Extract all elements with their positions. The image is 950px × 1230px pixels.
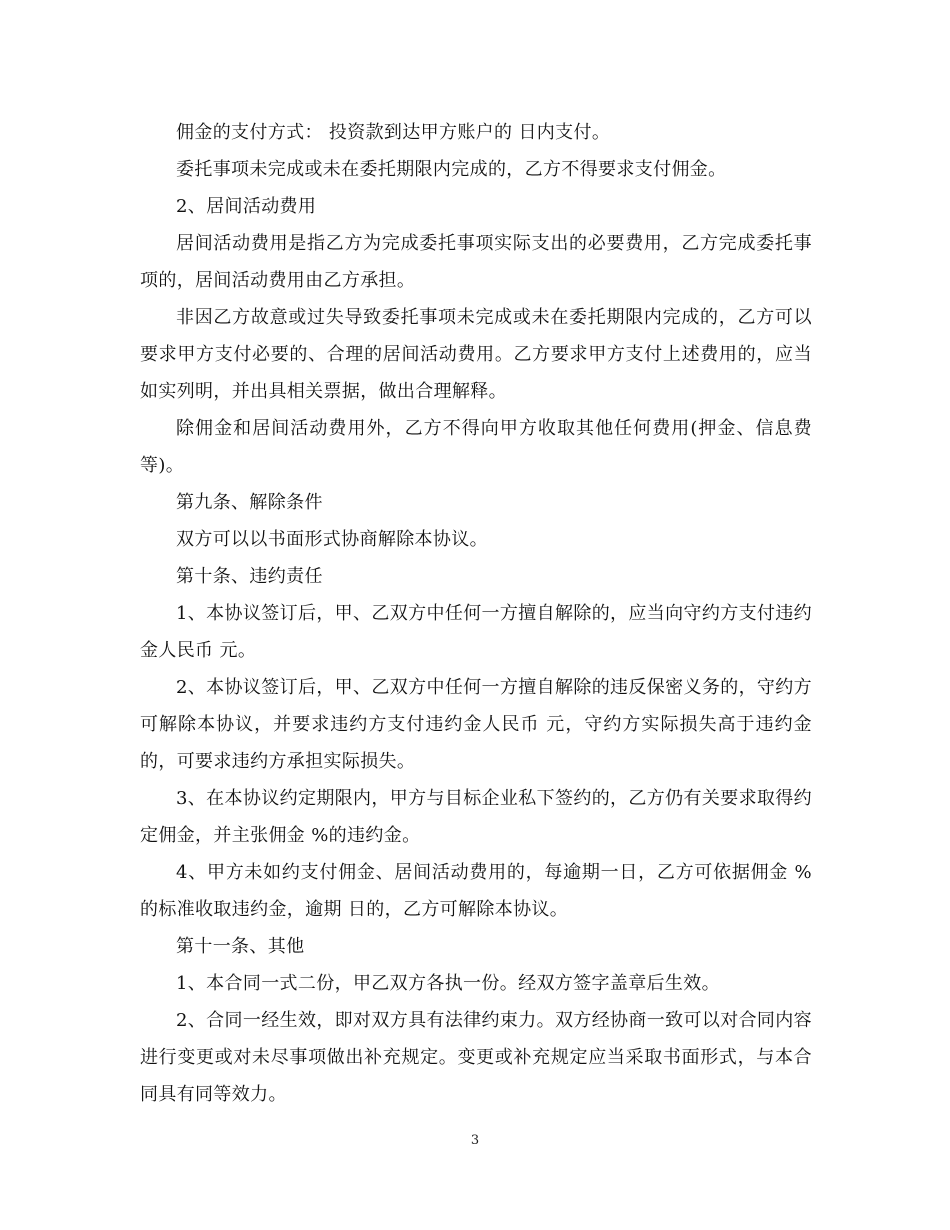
- paragraph-other-2: 2、合同一经生效，即对双方具有法律约束力。双方经协商一致可以对合同内容进行变更或对未尽事项做出补充规定。变更或补充规定应当采取书面形式，与本合同具有同等效力。: [140, 1010, 812, 1105]
- paragraph-termination: 双方可以以书面形式协商解除本协议。: [176, 529, 488, 550]
- paragraph-expenses-reimbursement: 非因乙方故意或过失导致委托事项未完成或未在委托期限内完成的，乙方可以要求甲方支付必要的、合理的居间活动费用。乙方要求甲方支付上述费用的，应当如实列明，并出具相关票据，做出合理解释。: [140, 307, 812, 402]
- paragraph-commission-payment-method: 佣金的支付方式： 投资款到达甲方账户的 日内支付。: [176, 122, 611, 143]
- paragraph-no-other-fees: 除佣金和居间活动费用外，乙方不得向甲方收取其他任何费用(押金、信息费等)。: [140, 418, 812, 476]
- paragraph-breach-4: 4、甲方未如约支付佣金、居间活动费用的，每逾期一日，乙方可依据佣金 %的标准收取违约金，逾期 日的，乙方可解除本协议。: [140, 862, 812, 920]
- paragraph-expenses-definition: 居间活动费用是指乙方为完成委托事项实际支出的必要费用，乙方完成委托事项的，居间活动费用由乙方承担。: [140, 233, 812, 291]
- heading-article-11: 第十一条、其他: [176, 936, 305, 957]
- page-number: 3: [470, 1133, 480, 1148]
- heading-article-9: 第九条、解除条件: [176, 492, 323, 513]
- heading-intermediary-expenses: 2、居间活动费用: [176, 196, 317, 217]
- paragraph-other-1: 1、本合同一式二份，甲乙双方各执一份。经双方签字盖章后生效。: [176, 973, 720, 994]
- paragraph-breach-2: 2、本协议签订后，甲、乙双方中任何一方擅自解除的违反保密义务的，守约方可解除本协议，并要求违约方支付违约金人民币 元，守约方实际损失高于违约金的，可要求违约方承担实际损失。: [140, 677, 812, 772]
- paragraph-commission-not-payable: 委托事项未完成或未在委托期限内完成的，乙方不得要求支付佣金。: [176, 159, 727, 180]
- heading-article-10: 第十条、违约责任: [176, 566, 323, 587]
- paragraph-breach-3: 3、在本协议约定期限内，甲方与目标企业私下签约的，乙方仍有关要求取得约定佣金，并主张佣金 %的违约金。: [140, 788, 812, 846]
- document-body: [140, 114, 812, 1113]
- paragraph-breach-1: 1、本协议签订后，甲、乙双方中任何一方擅自解除的，应当向守约方支付违约金人民币 元。: [140, 603, 812, 661]
